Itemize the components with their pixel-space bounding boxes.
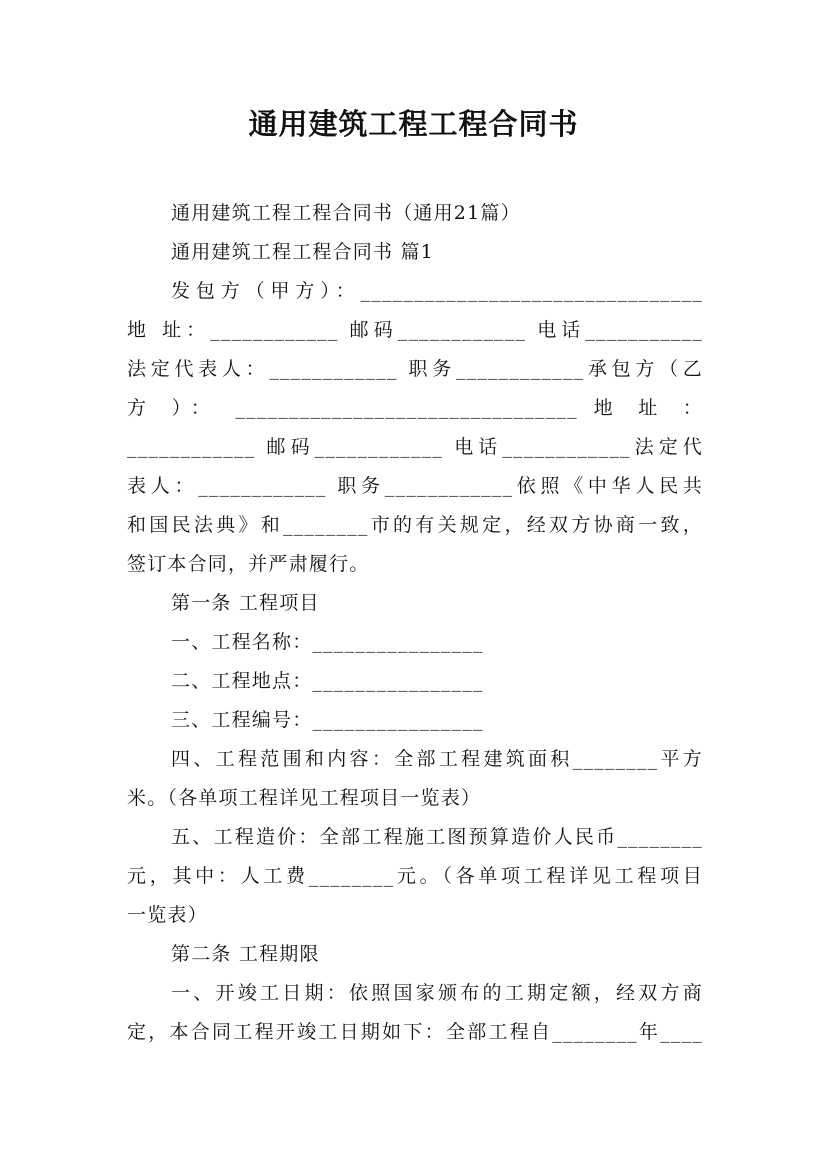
- document-text-line: 和国民法典》和________市的有关规定，经双方协商一致，: [127, 514, 703, 536]
- document-text-line: 元，其中：人工费________元。（各单项工程详见工程项目: [127, 865, 703, 887]
- document-text-line: 第一条 工程项目: [171, 592, 320, 614]
- document-text-line: 地 址：____________ 邮码____________ 电话___________: [127, 319, 703, 341]
- document-text-line: 一览表）: [127, 904, 208, 926]
- document-text-line: 一、工程名称：________________: [171, 631, 484, 653]
- document-text-line: 四、工程范围和内容：全部工程建筑面积________平方: [171, 748, 703, 770]
- document-text-line: 通用建筑工程工程合同书（通用21篇）: [171, 202, 521, 224]
- document-text-line: 二、工程地点：________________: [171, 670, 484, 692]
- document-text-line: 方 ）： ________________________________ 地 址 ：: [127, 397, 703, 419]
- document-text-line: 法定代表人：____________ 职务____________承包方（乙: [127, 358, 703, 380]
- document-text-line: 发包方（甲方）：________________________________: [171, 280, 703, 302]
- document-text-line: 表人：____________ 职务____________依照《中华人民共: [127, 475, 703, 497]
- document-text-line: ____________ 邮码____________ 电话____________法定代: [127, 436, 703, 458]
- document-text-line: 第二条 工程期限: [171, 943, 320, 965]
- document-text-line: 五、工程造价：全部工程施工图预算造价人民币________: [171, 826, 703, 848]
- document-title: 通用建筑工程工程合同书: [248, 107, 579, 141]
- document-text-line: 米。（各单项工程详见工程项目一览表）: [127, 787, 482, 809]
- document-body: [127, 194, 703, 1052]
- document-text-line: 签订本合同，并严肃履行。: [127, 553, 370, 575]
- document-text-line: 三、工程编号：________________: [171, 709, 484, 731]
- document-text-line: 一、开竣工日期：依照国家颁布的工期定额，经双方商: [171, 982, 703, 1004]
- document-text-line: 通用建筑工程工程合同书 篇1: [171, 241, 434, 263]
- document-text-line: 定，本合同工程开竣工日期如下：全部工程自________年____: [127, 1021, 703, 1043]
